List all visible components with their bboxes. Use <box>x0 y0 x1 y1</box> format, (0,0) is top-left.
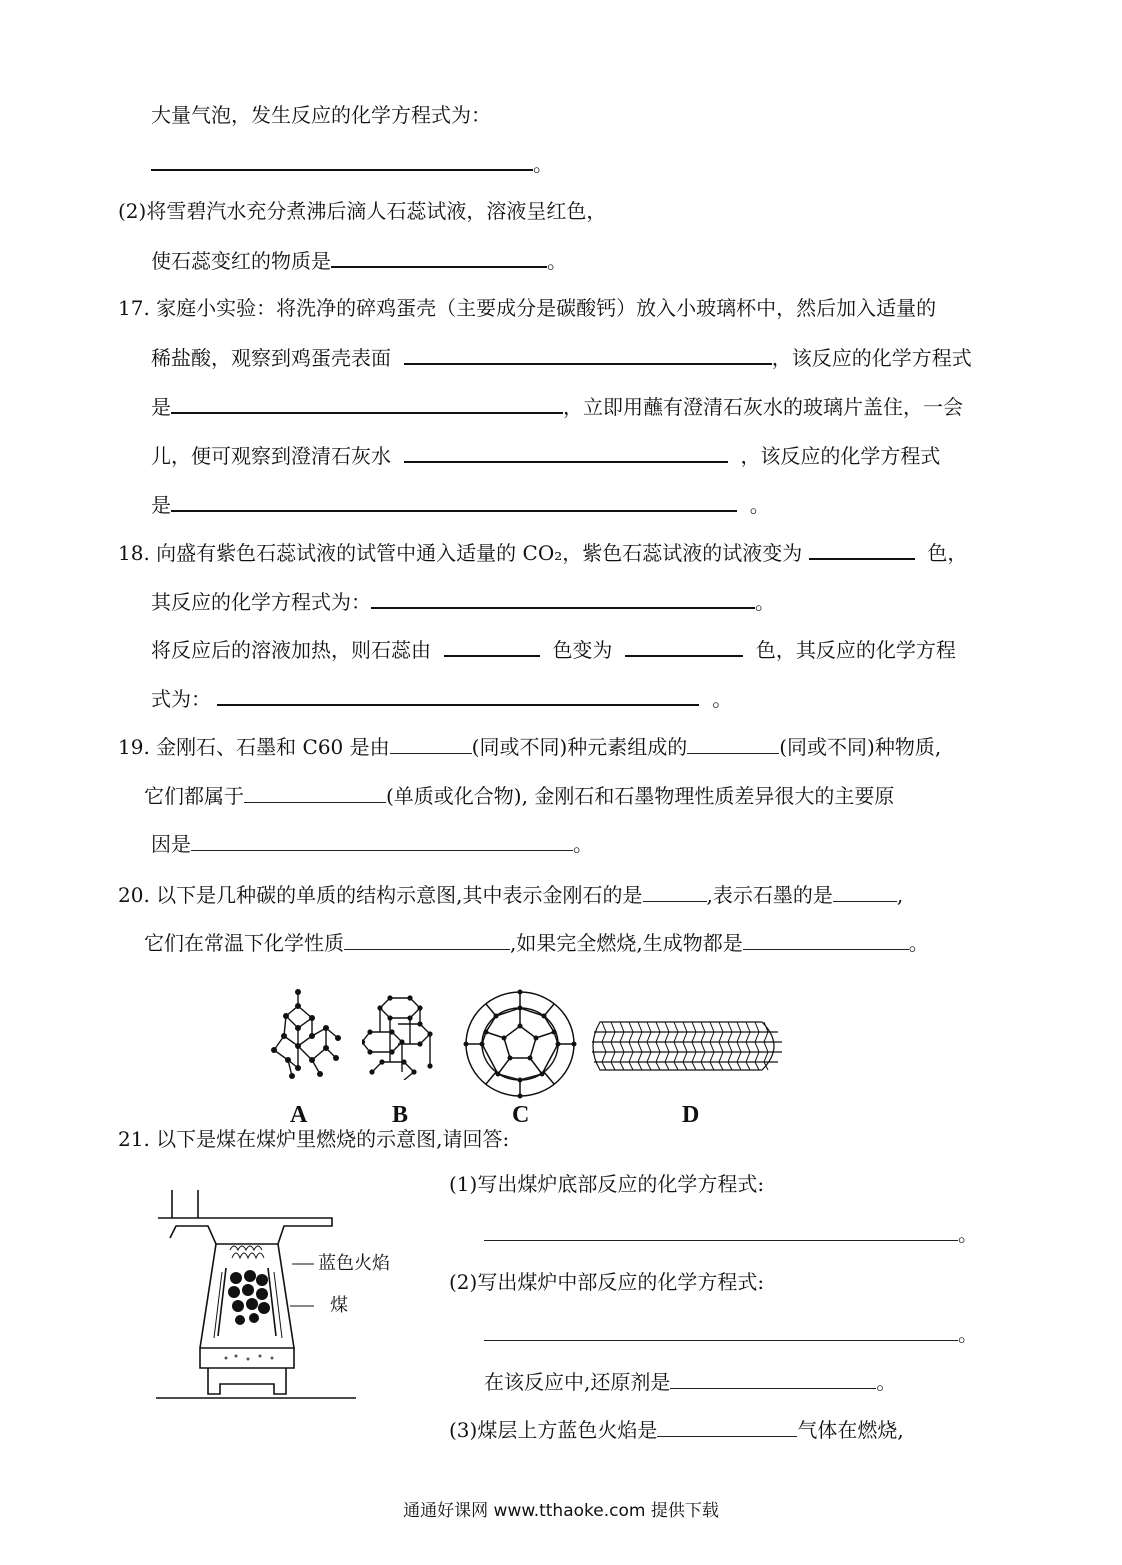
figure-label-d: D <box>682 1102 700 1128</box>
graphite-structure-figure <box>362 994 438 1080</box>
figure-label-b: B <box>392 1102 409 1128</box>
answer-blank[interactable] <box>344 931 510 950</box>
q18-line1: 18. 向盛有紫色石蕊试液的试管中通入适量的 CO₂，紫色石蕊试液的试液变为 色， <box>118 541 968 565</box>
answer-blank[interactable] <box>670 1370 876 1389</box>
q21-3: (3)煤层上方蓝色火焰是 气体在燃烧, <box>449 1418 904 1442</box>
answer-blank[interactable] <box>743 931 909 950</box>
q16-2-line1: (2)将雪碧汽水充分煮沸后滴人石蕊试液，溶液呈红色， <box>118 199 607 223</box>
nanotube-structure-figure <box>586 1016 788 1076</box>
diamond-structure-figure <box>268 988 346 1080</box>
q18-line2: 其反应的化学方程式为： 。 <box>151 590 775 614</box>
q18-line4: 式为： 。 <box>151 687 733 711</box>
answer-blank[interactable] <box>687 735 779 754</box>
q21-1-answer: 。 <box>484 1222 978 1246</box>
answer-blank[interactable] <box>404 345 772 365</box>
q21-1: (1)写出煤炉底部反应的化学方程式: <box>449 1172 765 1196</box>
q21-2-answer: 。 <box>484 1322 978 1346</box>
answer-blank[interactable] <box>444 637 540 657</box>
answer-blank[interactable] <box>833 883 897 902</box>
answer-blank[interactable] <box>217 686 699 706</box>
stove-label-flame: 蓝色火焰 <box>318 1253 390 1274</box>
figure-label-c: C <box>512 1102 530 1128</box>
fullerene-c60-figure <box>462 988 578 1100</box>
q17-line1: 17. 家庭小实验：将洗净的碎鸡蛋壳（主要成分是碳酸钙）放入小玻璃杯中，然后加入适量的 <box>118 296 937 320</box>
q19-line3: 因是 。 <box>151 832 593 856</box>
stove-label-coal: 煤 <box>330 1295 348 1316</box>
q19-line1: 19. 金刚石、石墨和 C60 是由 (同或不同)种元素组成的 (同或不同)种物质, <box>118 735 942 759</box>
answer-blank[interactable] <box>404 443 728 463</box>
answer-blank[interactable] <box>625 637 743 657</box>
q17-line4: 儿，便可观察到澄清石灰水 ，该反应的化学方程式 <box>151 444 941 468</box>
answer-blank[interactable] <box>643 883 707 902</box>
q21-heading: 21. 以下是煤在煤炉里燃烧的示意图,请回答: <box>118 1127 510 1151</box>
q17-line5: 是 。 <box>151 493 770 517</box>
q16-answer-line: 。 <box>151 151 553 176</box>
answer-blank[interactable] <box>484 1322 958 1341</box>
answer-blank[interactable] <box>809 540 915 560</box>
q17-line3: 是 ，立即用蘸有澄清石灰水的玻璃片盖住，一会 <box>151 395 963 419</box>
figure-label-a: A <box>290 1102 308 1128</box>
q17-line2: 稀盐酸，观察到鸡蛋壳表面 ，该反应的化学方程式 <box>151 346 972 370</box>
q21-2b: 在该反应中,还原剂是 。 <box>484 1370 897 1394</box>
q16-line1: 大量气泡，发生反应的化学方程式为： <box>151 103 491 127</box>
q20-line1: 20. 以下是几种碳的单质的结构示意图,其中表示金刚石的是 ,表示石墨的是 , <box>118 883 904 907</box>
answer-blank[interactable] <box>390 735 472 754</box>
q21-2: (2)写出煤炉中部反应的化学方程式: <box>449 1270 765 1294</box>
answer-blank[interactable] <box>371 589 755 609</box>
q16-2-line2: 使石蕊变红的物质是 。 <box>151 249 567 273</box>
q20-line2: 它们在常温下化学性质 ,如果完全燃烧,生成物都是 。 <box>144 931 929 955</box>
answer-blank[interactable] <box>171 394 563 414</box>
answer-blank[interactable] <box>191 832 573 851</box>
answer-blank[interactable] <box>244 784 386 803</box>
page-footer: 通通好课网 www.tthaoke.com 提供下载 <box>403 1501 719 1521</box>
answer-blank[interactable] <box>171 492 737 512</box>
answer-blank[interactable] <box>657 1418 797 1437</box>
answer-blank[interactable] <box>331 248 547 268</box>
answer-blank[interactable] <box>151 151 533 171</box>
answer-blank[interactable] <box>484 1222 958 1241</box>
q19-line2: 它们都属于 (单质或化合物), 金刚石和石墨物理性质差异很大的主要原 <box>144 784 895 808</box>
q18-line3: 将反应后的溶液加热，则石蕊由 色变为 色，其反应的化学方程 <box>151 638 956 662</box>
